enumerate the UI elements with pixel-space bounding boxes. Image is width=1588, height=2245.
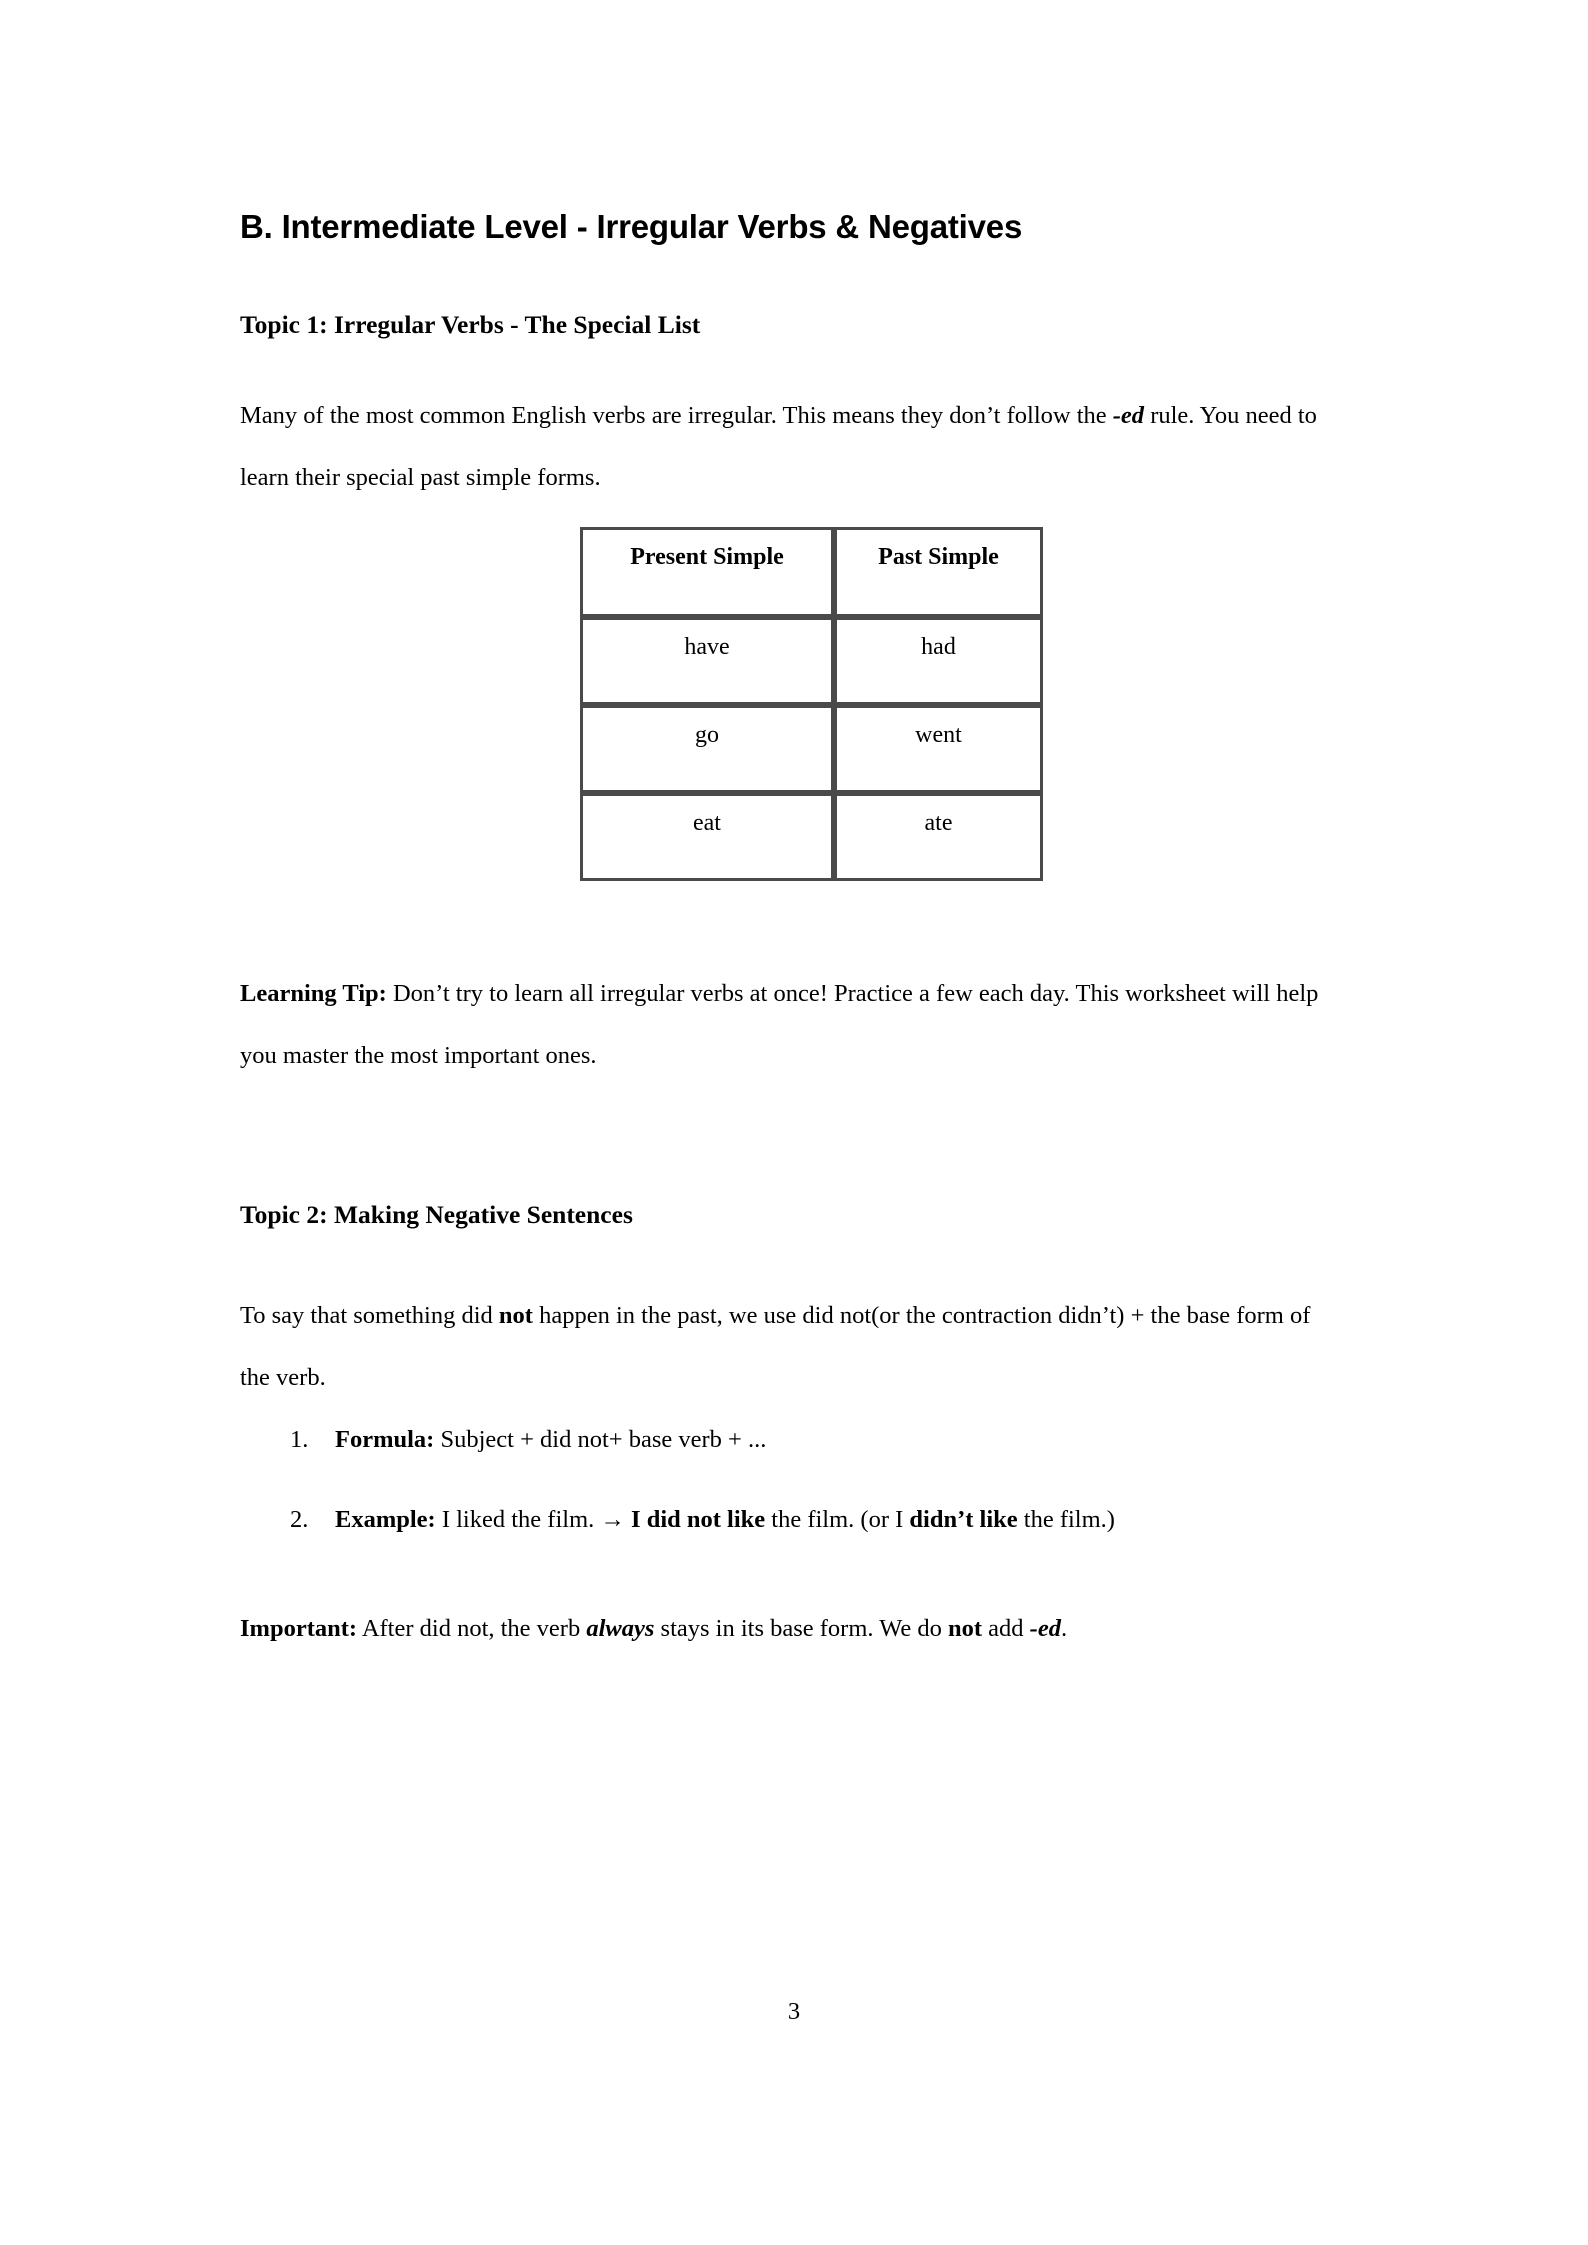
list-item-marker-2: 2. (290, 1506, 309, 1533)
important-label: Important: (240, 1615, 358, 1642)
cell-past-ate: ate (834, 793, 1043, 881)
list-item-content-2 (335, 1505, 1115, 1535)
example-label: Example: (335, 1506, 436, 1533)
important-paragraph (240, 1598, 1338, 1660)
table-body (580, 617, 1043, 881)
topic-2-intro-paragraph (240, 1285, 1338, 1409)
cell-present-go: go (580, 705, 834, 793)
important-text-part2: stays in its base form. We do (654, 1615, 948, 1642)
irregular-verbs-table (580, 527, 1043, 881)
learning-tip-paragraph (240, 963, 1338, 1087)
example-bold-did-not-like: did not like (646, 1506, 766, 1533)
example-text-c: the film. (or I (765, 1506, 910, 1533)
example-bold-didnt-like: didn’t like (909, 1506, 1018, 1533)
intro-emphasis-ed: -ed (1112, 402, 1145, 429)
topic-1-intro-paragraph (240, 385, 1338, 509)
important-bold-not: not (948, 1615, 983, 1642)
important-emphasis-ed: -ed (1029, 1615, 1061, 1642)
column-header-past-simple: Past Simple (834, 527, 1043, 617)
table-head (580, 527, 1043, 617)
formula-text: Subject + did not+ base verb + ... (434, 1426, 767, 1453)
column-header-present-simple: Present Simple (580, 527, 834, 617)
important-text-part1: After did not, the verb (357, 1615, 587, 1642)
cell-past-went: went (834, 705, 1043, 793)
example-text-d: the film.) (1017, 1506, 1115, 1533)
page-title: B. Intermediate Level - Irregular Verbs & Negatives (240, 208, 1023, 245)
cell-past-had: had (834, 617, 1043, 705)
intro-text-part1: Many of the most common English verbs are irregular. This means they don’t follow the (240, 402, 1113, 429)
table-row (580, 793, 1043, 881)
table-header-row (580, 527, 1043, 617)
topic-1-heading: Topic 1: Irregular Verbs - The Special List (240, 310, 701, 339)
irregular-verbs-table-container (580, 527, 1043, 881)
learning-tip-label: Learning Tip: (240, 980, 387, 1007)
cell-present-eat: eat (580, 793, 834, 881)
important-emphasis-always: always (586, 1615, 655, 1642)
learning-tip-text: Don’t try to learn all irregular verbs at once! Practice a few each day. This worksheet will help you master the most important ones. (240, 980, 1319, 1069)
list-item (240, 1425, 1338, 1505)
example-text-a: I liked the film. (435, 1506, 601, 1533)
important-text-part3: add (982, 1615, 1030, 1642)
topic-2-heading: Topic 2: Making Negative Sentences (240, 1200, 633, 1229)
right-arrow-icon: → (600, 1506, 625, 1533)
negatives-bold-not: not (498, 1302, 533, 1329)
list-item-content-1 (335, 1425, 766, 1455)
negative-sentences-list (240, 1425, 1338, 1585)
example-text-b: I (624, 1506, 647, 1533)
cell-present-have: have (580, 617, 834, 705)
table-row (580, 705, 1043, 793)
intro-text-part2: rule. You need to learn their special past simple forms. (240, 402, 1317, 491)
page-number: 3 (787, 1998, 801, 2025)
list-item (240, 1505, 1338, 1585)
list-item-marker-1: 1. (290, 1426, 309, 1453)
important-text-part4: . (1060, 1615, 1068, 1642)
table-row (580, 617, 1043, 705)
negatives-text-part2: happen in the past, we use did not(or the contraction didn’t) + the base form of the verb. (240, 1302, 1311, 1391)
formula-label: Formula: (335, 1426, 435, 1453)
negatives-text-part1: To say that something did (240, 1302, 499, 1329)
